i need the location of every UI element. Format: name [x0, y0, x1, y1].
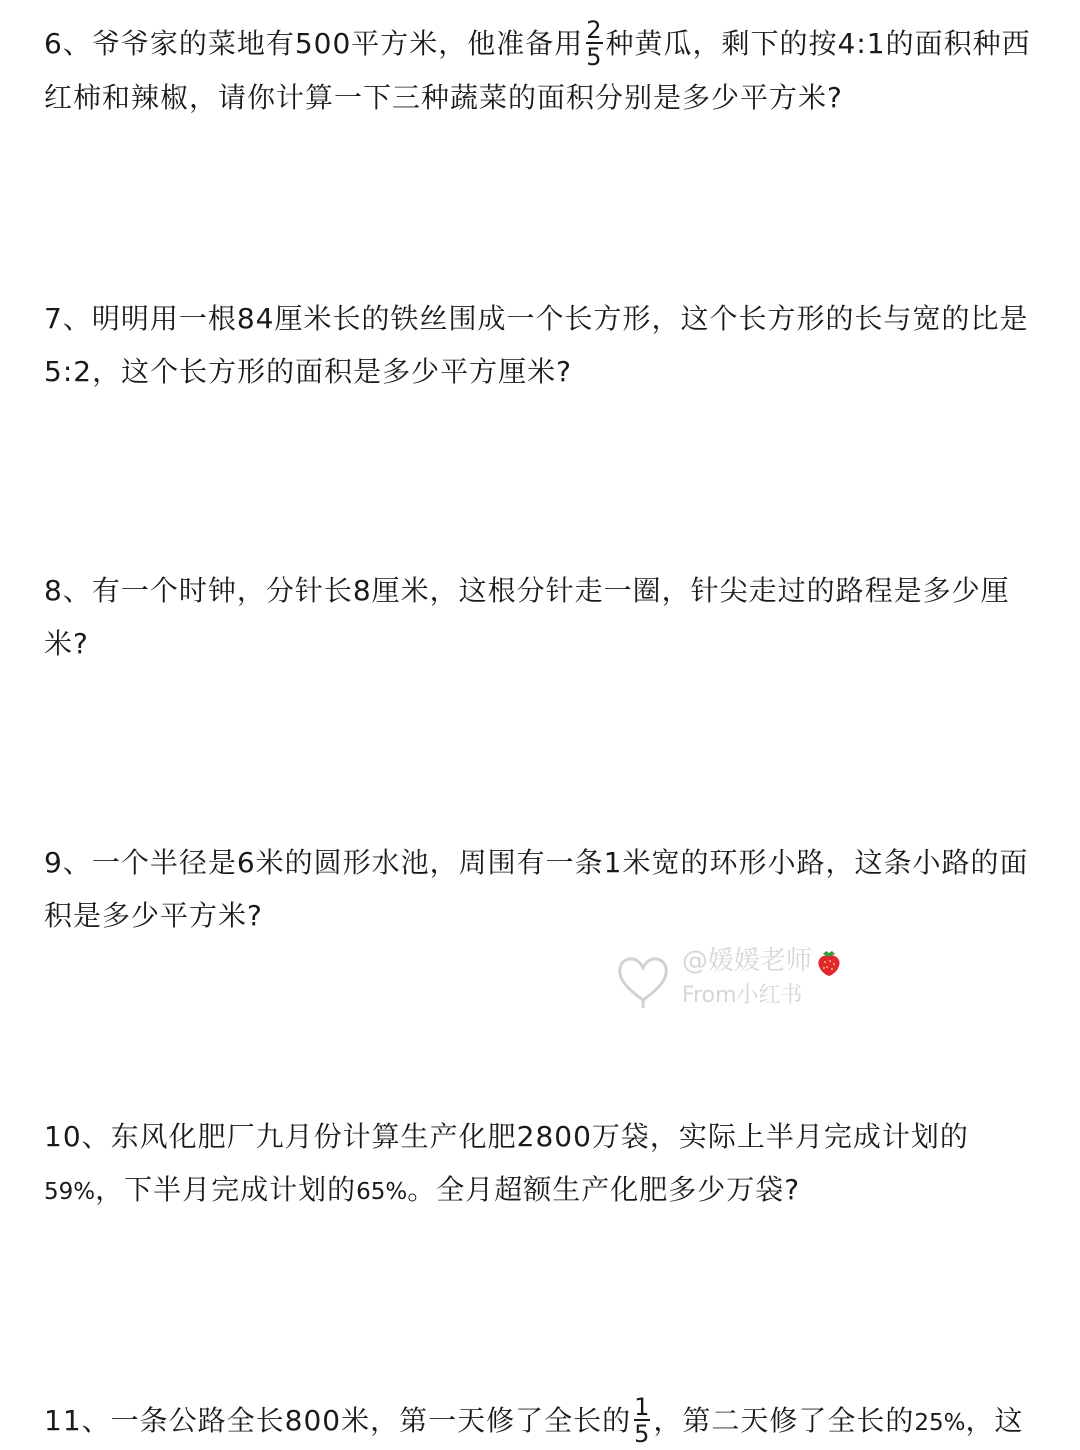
- question-7: 7、明明用一根84厘米长的铁丝围成一个长方形，这个长方形的长与宽的比是5:2，这个长方形的面积是多少平方厘米?: [44, 302, 1029, 388]
- fraction-2-5: [586, 15, 603, 71]
- xiaohongshu-heart-icon: [612, 948, 674, 1010]
- percent-65: 65%: [356, 1179, 408, 1205]
- question-6-text-start: 6、爷爷家的菜地有500平方米，他准备用: [44, 27, 584, 60]
- question-8: 8、有一个时钟，分针长8厘米，这根分针走一圈，针尖走过的路程是多少厘米?: [44, 574, 1010, 660]
- percent-25: 25%: [914, 1410, 966, 1436]
- question-9: 9、一个半径是6米的圆形水池，周围有一条1米宽的环形小路，这条小路的面积是多少平方米?: [44, 846, 1029, 932]
- question-11-text-end: ，这: [965, 1404, 1024, 1437]
- question-11-text-mid: ，第二天修了全长的: [653, 1404, 915, 1437]
- question-10-text-2: ，下半月完成计划的: [95, 1173, 357, 1206]
- fraction-1-5: [634, 1392, 651, 1448]
- watermark-source: From小红书: [682, 983, 803, 1008]
- question-10-text-3: 。全月超额生产化肥多少万袋?: [407, 1173, 801, 1206]
- question-11: [44, 1394, 1036, 1450]
- watermark: [612, 940, 882, 1020]
- question-11-text-start: 11、一条公路全长800米，第一天修了全长的: [44, 1404, 632, 1437]
- question-6-text-end: 种黄瓜，剩下的按4:1的面积种西红柿和辣椒，请你计算一下三种蔬菜的面积分别是多少平方米?: [44, 27, 1031, 114]
- fraction-numerator: 1: [634, 1392, 651, 1421]
- fraction-numerator: 2: [586, 15, 603, 44]
- fraction-denominator: 5: [634, 1419, 651, 1448]
- fraction-denominator: 5: [586, 42, 603, 71]
- strawberry-icon: [814, 947, 844, 977]
- question-10-text-1: 10、东风化肥厂九月份计算生产化肥2800万袋，实际上半月完成计划的: [44, 1120, 969, 1153]
- watermark-username: @媛媛老师: [682, 946, 813, 976]
- percent-59: 59%: [44, 1179, 96, 1205]
- question-6: [44, 17, 1036, 124]
- question-10: [44, 1110, 1036, 1219]
- watermark-user: [682, 944, 844, 978]
